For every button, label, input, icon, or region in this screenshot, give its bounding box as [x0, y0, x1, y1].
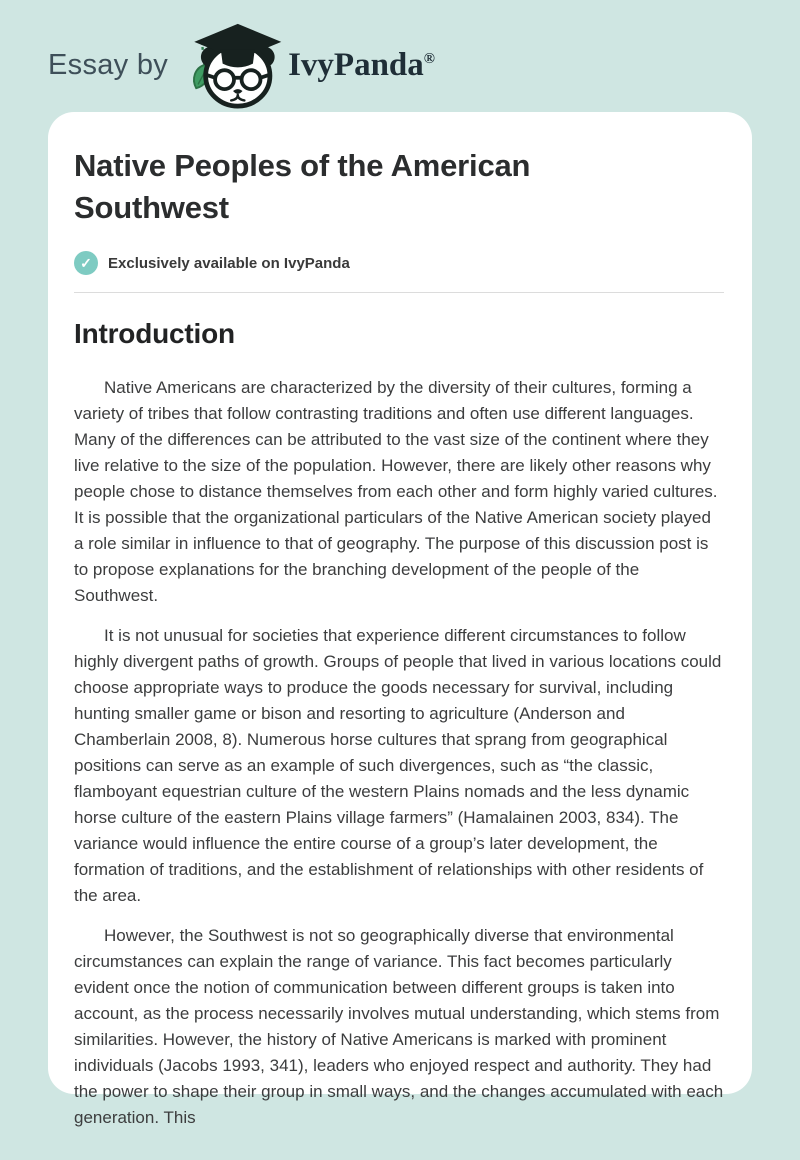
essay-paragraph-1: Native Americans are characterized by the diversity of their cultures, forming a variety of tribes that follow contrasting traditions and often use different languages. Many of the differences can be attributed to the vast size of the continent where they live relative to the size of the population. However, there are likely other reasons why people chose to distance themselves from each other and form highly varied cultures. It is possible that the organizational particulars of the Native American society played a role similar in influence to that of geography. The purpose of this discussion post is to propose explanations for the branching development of the people of the Southwest. [74, 378, 718, 605]
exclusive-badge [74, 251, 724, 275]
essay-paragraph-2: It is not unusual for societies that experience different circumstances to follow highly divergent paths of growth. Groups of people that lived in various locations could choose appropriate ways to produce the goods necessary for survival, including hunting smaller game or bison and resorting to agriculture (Anderson and Chamberlain 2008, 8). Numerous horse cultures that sprang from geographical positions can serve as an example of such divergences, such as “the classic, flamboyant equestrian culture of the western Plains nomads and the less dynamic horse culture of the eastern Plains village farmers” (Hamalainen 2003, 834). The variance would influence the entire course of a group’s later development, the formation of traditions, and the establishment of relationships with other residents of the area. [74, 626, 722, 905]
exclusive-badge-label: Exclusively available on IvyPanda [108, 254, 350, 272]
essay-paragraph-3: However, the Southwest is not so geographically diverse that environmental circumstances can explain the range of variance. This fact becomes particularly evident once the notion of communication between different groups is taken into account, as the process necessarily involves mutual understanding, which stems from similarities. However, the history of Native Americans is marked with prominent individuals (Jacobs 1993, 341), leaders who enjoyed respect and authority. They had the power to shape their group in small ways, and the changes accumulated with each generation. This [74, 926, 724, 1127]
checkmark-icon: ✓ [74, 251, 98, 275]
article-card [48, 112, 752, 1127]
brand-name: IvyPanda [288, 46, 424, 83]
section-heading-introduction: Introduction [74, 318, 235, 349]
ivypanda-panda-logo[interactable] [182, 19, 286, 111]
divider [74, 292, 724, 293]
page-header [0, 0, 800, 112]
article-title: Native Peoples of the American Southwest [74, 148, 531, 225]
essay-by-label: Essay by [48, 48, 169, 81]
brand-wordmark[interactable] [288, 46, 435, 83]
registered-mark: ® [423, 50, 435, 67]
